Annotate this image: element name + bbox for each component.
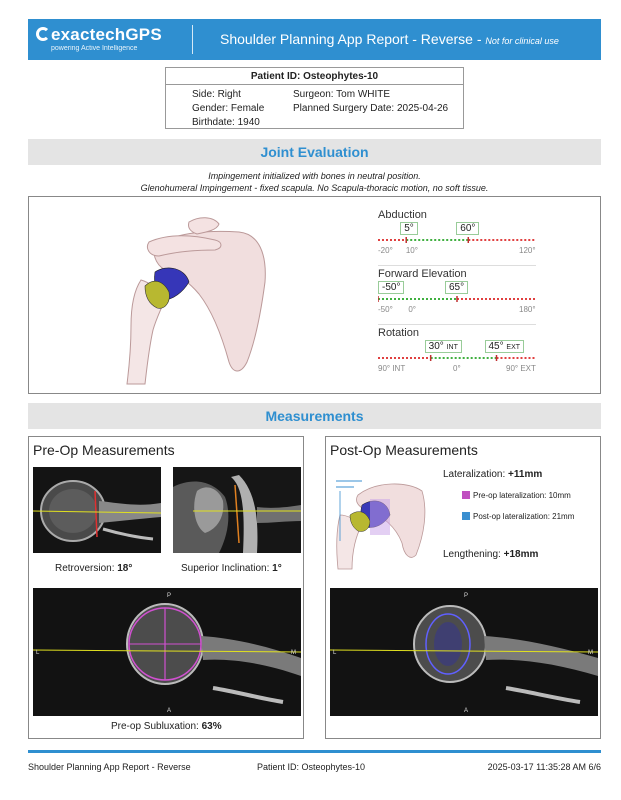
lengthening-label: Lengthening: bbox=[443, 549, 501, 560]
pre-op-color-swatch bbox=[462, 491, 470, 499]
retroversion-caption bbox=[55, 563, 132, 574]
post-axis-a-label: A bbox=[464, 708, 469, 714]
forward-elevation-high-value: 65° bbox=[449, 282, 465, 293]
frontal-ct-inclination-image bbox=[173, 467, 301, 553]
rotation-low-unit: INT bbox=[446, 344, 458, 351]
inclination-label: Superior Inclination: bbox=[181, 563, 270, 574]
logo-tagline: powering Active Intelligence bbox=[51, 45, 138, 52]
logo-text: exactechGPS bbox=[51, 25, 162, 44]
measurements-heading: Measurements bbox=[28, 403, 601, 429]
report-title bbox=[220, 31, 559, 47]
abduction-tick-min: -20° bbox=[378, 246, 393, 255]
post-axis-m-label: M bbox=[588, 650, 593, 656]
inclination-value: 1° bbox=[272, 563, 282, 574]
forward-elevation-tick-min: -50° bbox=[378, 305, 393, 314]
surgeon-name: Surgeon: Tom WHITE bbox=[293, 89, 391, 100]
lateralization-summary bbox=[443, 469, 542, 480]
pre-op-title: Pre-Op Measurements bbox=[33, 442, 175, 458]
subluxation-caption bbox=[111, 721, 222, 732]
axial-ct-retroversion-image bbox=[33, 467, 161, 553]
patient-demographics bbox=[192, 88, 264, 130]
retroversion-value: 18° bbox=[117, 563, 133, 574]
pre-op-subluxation-ct-image bbox=[33, 588, 301, 716]
forward-elevation-low-tag bbox=[378, 281, 404, 294]
post-op-title: Post-Op Measurements bbox=[330, 442, 478, 458]
post-axis-p-label: P bbox=[464, 593, 469, 599]
rotation-high-unit: EXT bbox=[506, 344, 521, 351]
footer-report-name: Shoulder Planning App Report - Reverse bbox=[28, 762, 191, 772]
forward-elevation-scale bbox=[378, 296, 536, 302]
rotation-low-tag bbox=[425, 340, 462, 353]
rotation-tick-min: 90° INT bbox=[378, 364, 406, 373]
patient-info-box bbox=[165, 67, 464, 129]
post-op-ct-image bbox=[330, 588, 598, 716]
post-axis-l-label: L bbox=[333, 650, 337, 656]
abduction-high-tag bbox=[456, 222, 479, 235]
abduction-label: Abduction bbox=[378, 209, 427, 221]
axis-a-label: A bbox=[167, 708, 172, 714]
joint-evaluation-description bbox=[28, 170, 601, 194]
range-separator bbox=[378, 265, 536, 266]
post-op-lateralization-text: Post-op lateralization: 21mm bbox=[473, 512, 575, 521]
rotation-tick-max: 90° EXT bbox=[506, 364, 536, 373]
rotation-high-tag bbox=[485, 340, 525, 353]
pre-op-lateralization-text: Pre-op lateralization: 10mm bbox=[473, 491, 571, 500]
patient-birthdate: Birthdate: 1940 bbox=[192, 117, 260, 128]
forward-elevation-tick-max: 180° bbox=[519, 305, 536, 314]
joint-evaluation-line-2: Glenohumeral Impingement - fixed scapula. No Scapula-thoracic motion, no soft tissue. bbox=[140, 183, 489, 193]
post-op-measurements-panel bbox=[325, 436, 601, 739]
post-op-lateralization-model-image bbox=[332, 471, 432, 571]
rotation-scale bbox=[378, 355, 536, 361]
logo-mark-icon bbox=[36, 27, 50, 41]
rotation-high-value: 45° bbox=[488, 341, 504, 352]
forward-elevation-range bbox=[378, 268, 538, 326]
pre-op-measurements-panel bbox=[28, 436, 304, 739]
rotation-label: Rotation bbox=[378, 327, 419, 339]
patient-id: Patient ID: Osteophytes-10 bbox=[250, 71, 379, 82]
forward-elevation-tick-mid: 0° bbox=[408, 305, 416, 314]
forward-elevation-low-value: -50° bbox=[382, 282, 401, 293]
abduction-low-value: 5° bbox=[404, 223, 414, 234]
rotation-low-value: 30° bbox=[428, 341, 444, 352]
abduction-tick-max: 120° bbox=[519, 246, 536, 255]
report-header bbox=[28, 19, 601, 60]
post-op-color-swatch bbox=[462, 512, 470, 520]
lateralization-label: Lateralization: bbox=[443, 469, 506, 480]
abduction-scale bbox=[378, 237, 536, 243]
joint-evaluation-heading: Joint Evaluation bbox=[28, 139, 601, 165]
report-title-text: Shoulder Planning App Report - Reverse - bbox=[220, 31, 482, 47]
clinical-disclaimer: Not for clinical use bbox=[485, 36, 559, 46]
retroversion-label: Retroversion: bbox=[55, 563, 115, 574]
lengthening-summary bbox=[443, 549, 538, 560]
rotation-tick-mid: 0° bbox=[453, 364, 461, 373]
shoulder-3d-model-image bbox=[119, 202, 299, 387]
axis-l-label: L bbox=[36, 650, 40, 656]
axis-m-label: M bbox=[291, 650, 296, 656]
pre-op-lateralization-legend bbox=[462, 491, 571, 500]
abduction-range bbox=[378, 209, 538, 267]
surgery-date: Planned Surgery Date: 2025-04-26 bbox=[293, 103, 449, 114]
post-op-lateralization-legend bbox=[462, 512, 574, 521]
subluxation-value: 63% bbox=[201, 721, 222, 732]
header-divider bbox=[192, 25, 193, 54]
footer-patient-id: Patient ID: Osteophytes-10 bbox=[257, 762, 366, 772]
lateralization-value: +11mm bbox=[508, 469, 543, 480]
axis-p-label: P bbox=[167, 593, 172, 599]
exactech-logo bbox=[36, 25, 186, 55]
patient-gender: Gender: Female bbox=[192, 103, 265, 114]
joint-evaluation-panel bbox=[28, 196, 601, 394]
footer-timestamp-page: 2025-03-17 11:35:28 AM 6/6 bbox=[487, 762, 601, 772]
range-separator bbox=[378, 324, 536, 325]
abduction-high-value: 60° bbox=[460, 223, 476, 234]
surgery-info bbox=[293, 88, 448, 116]
forward-elevation-label: Forward Elevation bbox=[378, 268, 467, 280]
joint-evaluation-line-1: Impingement initialized with bones in neutral position. bbox=[208, 171, 421, 181]
patient-side: Side: Right bbox=[192, 89, 241, 100]
subluxation-label: Pre-op Subluxation: bbox=[111, 721, 199, 732]
lengthening-value: +18mm bbox=[503, 549, 539, 560]
rotation-range bbox=[378, 327, 538, 385]
forward-elevation-high-tag bbox=[445, 281, 468, 294]
patient-divider bbox=[166, 84, 463, 85]
inclination-caption bbox=[181, 563, 282, 574]
abduction-low-tag bbox=[400, 222, 418, 235]
footer-divider bbox=[28, 750, 601, 753]
abduction-tick-mid: 10° bbox=[405, 246, 418, 255]
